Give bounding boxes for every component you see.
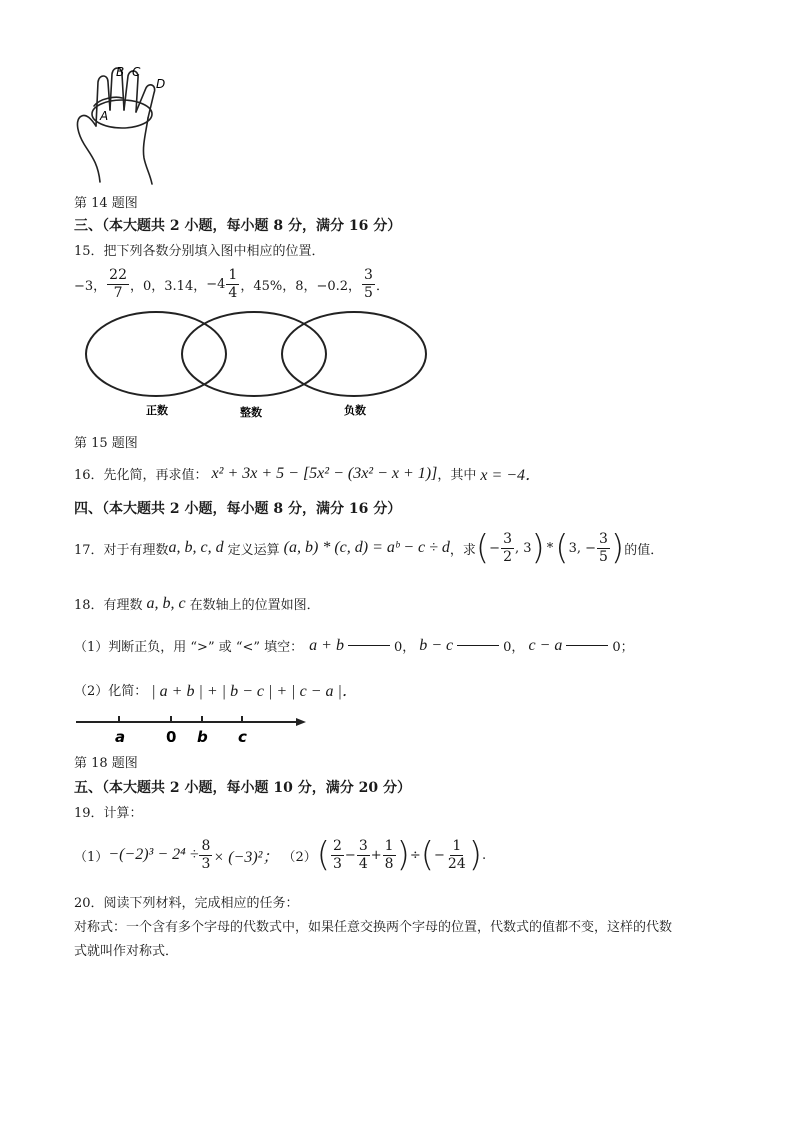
q17-p1: 17．对于有理数 <box>74 542 169 558</box>
q15-n3: −4 <box>206 276 226 292</box>
axis-label-c: c <box>238 728 247 746</box>
fig14-caption: 第 14 题图 <box>74 196 138 211</box>
venn-ellipse-positive <box>86 312 226 396</box>
q17-p2: 定义运算 <box>227 542 280 558</box>
fig14-label-a: A <box>100 109 109 123</box>
q16-condition: x = −4． <box>480 467 542 484</box>
q16-prompt: 16．先化简，再求值： <box>74 468 208 483</box>
q19-frac-3-4: $\frac{3}{4}$ <box>358 837 368 872</box>
q18-number-line <box>74 712 314 746</box>
q19-frac-2-3: $\frac{2}{3}$ <box>333 837 342 872</box>
q20-material-line1: 对称式：一个含有多个字母的代数式中，如果任意交换两个字母的位置，代数式的值都不变，这样的代数 <box>74 920 673 935</box>
fig15-caption: 第 15 题图 <box>74 436 138 451</box>
q20-prompt: 20．阅读下列材料，完成相应的任务： <box>74 896 299 911</box>
q19-frac-1-24: $\frac{1}{24}$ <box>447 837 466 872</box>
q18-part2: （2）化简： | a + b | + | b − c | + | c − a |． <box>74 683 358 700</box>
fig14-label-d: D <box>156 77 166 91</box>
q19-prompt: 19．计算： <box>74 806 143 821</box>
q15-frac-22-7: $\frac{22}{7}$ <box>109 266 127 301</box>
q15-venn-diagram <box>80 306 440 426</box>
q16-line <box>74 462 541 485</box>
section4-heading: 四、（本大题共 2 小题，每小题 8 分，满分 16 分） <box>74 501 402 517</box>
q15-frac-1-4: $\frac{1}{4}$ <box>228 266 238 301</box>
fig18-caption: 第 18 题图 <box>74 756 138 771</box>
figure-14-hand <box>70 62 180 187</box>
q19-expressions: （1） −(−2)³ − 2⁴ ÷ $\frac{8}{3}$ × (−3)²； （2） ( $\frac{2}{3}$ − $\frac{3}{4}$ + $\frac{1}{8}$ ) ÷ ( − $\frac{1}{24}$ ) . <box>74 835 487 875</box>
venn-label-positive: 正数 <box>146 404 168 417</box>
q15-n2: ，0，3.14， <box>130 278 207 294</box>
q20-material-line2: 式就叫作对称式． <box>74 944 179 959</box>
q15-n1: −3， <box>74 278 107 294</box>
q17-op-definition: (a, b) * (c, d) = aᵇ − c ÷ d <box>283 539 450 556</box>
q18-blank-1[interactable] <box>348 645 390 646</box>
q18-prompt: 18．有理数 a, b, c 在数轴上的位置如图． <box>74 594 320 613</box>
q15-frac-3-5: $\frac{3}{5}$ <box>364 266 373 301</box>
q17-line: 17．对于有理数 a, b, c, d 定义运算 (a, b) * (c, d) = aᵇ − c ÷ d ，求 ( − $\frac{3}{2}$ , 3 ) * ( 3, − $\frac{3}{5}$ ) 的值． <box>74 528 664 568</box>
q19-frac-1-8: $\frac{1}{8}$ <box>384 837 394 872</box>
q16-condition-text: ，其中 <box>437 468 477 483</box>
axis-label-a: a <box>115 728 126 746</box>
venn-label-integer: 整数 <box>240 406 262 419</box>
q18-blank-2[interactable] <box>457 645 499 646</box>
axis-label-b: b <box>197 728 208 746</box>
q17-frac-3-5: $\frac{3}{5}$ <box>599 530 608 565</box>
section3-heading: 三、（本大题共 2 小题，每小题 8 分，满分 16 分） <box>74 218 402 234</box>
fig14-label-b: B <box>116 65 125 79</box>
venn-ellipse-negative <box>282 312 426 396</box>
q15-n4: ，45%，8，−0.2， <box>240 278 362 294</box>
q15-number-list <box>74 264 389 304</box>
fig14-label-c: C <box>132 65 141 79</box>
axis-label-0: 0 <box>166 728 177 746</box>
q18-part1: （1）判断正负，用 “>” 或 “<” 填空： a + b 0， b − c 0， c − a 0； <box>74 636 634 655</box>
q17-vars: a, b, c, d <box>168 539 224 556</box>
q19-frac-8-3: $\frac{8}{3}$ <box>201 837 211 872</box>
q18-blank-3[interactable] <box>566 645 608 646</box>
q15-n5: ． <box>375 278 389 294</box>
section5-heading: 五、（本大题共 2 小题，每小题 10 分，满分 20 分） <box>74 780 411 796</box>
q17-p4: 的值． <box>624 542 664 558</box>
venn-label-negative: 负数 <box>344 404 366 417</box>
q16-expression: x² + 3x + 5 − [5x² − (3x² − x + 1)] <box>211 464 438 482</box>
q17-frac-3-2: $\frac{3}{2}$ <box>503 530 512 565</box>
q15-prompt: 15．把下列各数分别填入图中相应的位置． <box>74 244 325 259</box>
q17-p3: ，求 <box>449 542 476 558</box>
